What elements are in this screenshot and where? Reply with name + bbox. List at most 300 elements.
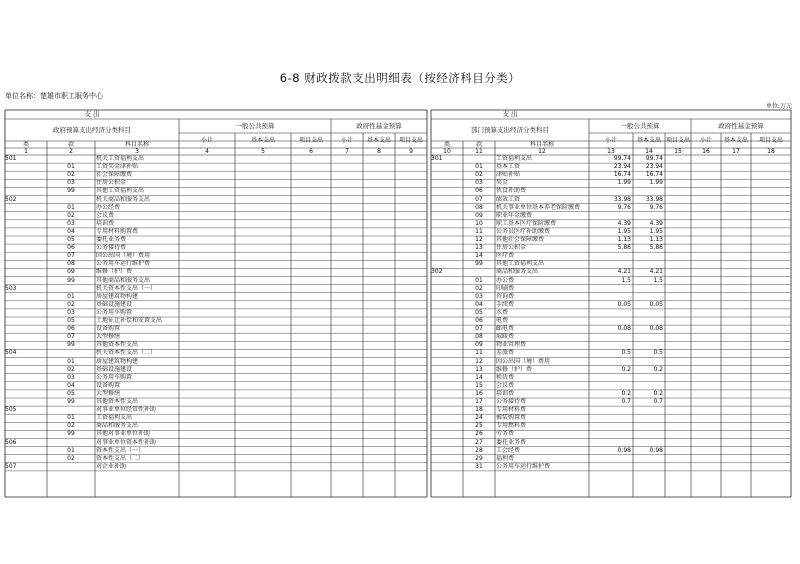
left-col-number: 9 xyxy=(409,148,413,155)
table-row-class xyxy=(431,309,463,317)
table-row-item: 31 xyxy=(475,462,483,470)
left-general-budget-header: 一般公共预算 xyxy=(235,122,275,130)
table-row-subtotal xyxy=(589,341,633,349)
right-fund-budget-header: 政府性基金预算 xyxy=(718,122,764,130)
table-row-name: 公务用车购置 xyxy=(96,373,133,381)
table-row-basic xyxy=(633,260,665,268)
table-row-class xyxy=(431,439,463,447)
table-row-item: 05 xyxy=(67,389,75,397)
table-row-name: 培训费 xyxy=(96,219,115,227)
table-row-item: 29 xyxy=(475,454,483,462)
table-row-class xyxy=(431,422,463,430)
table-row-subtotal xyxy=(589,414,633,422)
table-row-class xyxy=(5,171,47,179)
table-row-subtotal: 4.21 xyxy=(617,268,631,276)
table-row-class xyxy=(431,163,463,171)
table-row-name: 福利费 xyxy=(496,454,515,462)
table-row-class xyxy=(431,463,463,471)
table-row-subtotal xyxy=(589,285,633,293)
table-row-class xyxy=(5,252,47,260)
right-col-subtotal: 小计 xyxy=(604,137,617,144)
table-row-subtotal xyxy=(589,406,633,414)
table-row-name: 其他工资福利支出 xyxy=(496,260,545,268)
table-row-class xyxy=(431,285,463,293)
table-row-name: 公务用车运行维护费 xyxy=(96,260,151,268)
table-row-subtotal xyxy=(589,382,633,390)
table-row-item: 01 xyxy=(67,163,75,171)
table-row-item: 01 xyxy=(67,414,75,422)
table-row-class: 503 xyxy=(5,284,17,292)
table-row-class xyxy=(5,422,47,430)
table-row-item: 02 xyxy=(67,422,75,430)
table-row-basic xyxy=(633,293,665,301)
left-col-project: 项目支出 xyxy=(398,137,423,144)
table-row-name: 职工基本医疗保险缴费 xyxy=(496,219,557,227)
table-row-class xyxy=(5,414,47,422)
right-col-number: 10 xyxy=(443,148,451,155)
table-row-class xyxy=(431,358,463,366)
table-row-subtotal xyxy=(589,260,633,268)
left-col-number: 1 xyxy=(24,148,28,155)
left-col-subtotal: 小计 xyxy=(340,137,353,144)
table-row-class: 302 xyxy=(431,268,443,276)
table-row-class: 301 xyxy=(431,155,443,162)
table-row-subtotal: 16.74 xyxy=(613,171,631,179)
table-row-subtotal xyxy=(589,293,633,301)
table-row-item: 10 xyxy=(475,219,483,227)
left-fund-budget-header: 政府性基金预算 xyxy=(356,122,402,130)
table-row-basic: 1.99 xyxy=(649,179,663,187)
right-expenditure-header: 支 出 xyxy=(502,110,518,118)
table-row-name: 取暖费 xyxy=(496,333,515,341)
table-row-basic: 1.13 xyxy=(649,236,663,243)
table-row-class xyxy=(5,228,47,236)
right-col-number: 17 xyxy=(732,148,740,155)
table-row-name: 水费 xyxy=(496,308,509,316)
table-row-name: 被装购置费 xyxy=(496,414,527,422)
table-row-item: 05 xyxy=(67,236,75,243)
table-row-basic xyxy=(633,414,665,422)
table-row-item: 16 xyxy=(475,389,483,397)
table-row-item: 01 xyxy=(475,163,483,171)
table-row-class xyxy=(5,374,47,382)
table-row-name: 机关资本性支出（一） xyxy=(96,284,157,292)
right-col-number: 13 xyxy=(607,148,615,155)
table-row-name: 土地征迁补偿和安置支出 xyxy=(96,317,163,324)
table-row-item xyxy=(47,439,95,447)
left-col-number: 2 xyxy=(69,148,73,155)
table-row-basic: 5.86 xyxy=(649,244,663,252)
table-row-class: 504 xyxy=(5,349,17,357)
table-row-class xyxy=(5,236,47,244)
right-col-subtotal: 小计 xyxy=(699,137,712,144)
table-row-name: 维修（护）费 xyxy=(96,268,133,276)
table-row-name: 大型修缮 xyxy=(96,333,121,341)
table-row-name: 手续费 xyxy=(496,300,515,308)
table-row-item: 02 xyxy=(475,284,483,292)
table-row-item: 02 xyxy=(67,300,75,308)
table-row-item: 04 xyxy=(67,381,75,389)
table-row-class xyxy=(431,293,463,301)
table-row-name: 差旅费 xyxy=(496,349,515,357)
table-row-item: 27 xyxy=(475,438,483,446)
right-col-number: 15 xyxy=(674,148,682,155)
table-row-name: 房屋建筑物构建 xyxy=(96,292,139,300)
table-row-name: 办公经费 xyxy=(96,203,121,211)
table-row-name: 电费 xyxy=(496,317,509,324)
table-row-item: 01 xyxy=(67,446,75,454)
table-row-name: 咨询费 xyxy=(496,292,515,300)
table-row-name: 委托业务费 xyxy=(96,236,127,243)
table-row-name: 机关资本性支出（二） xyxy=(96,349,157,357)
table-row-item: 02 xyxy=(67,171,75,179)
table-row-basic: 1.95 xyxy=(649,227,663,235)
table-row-item: 07 xyxy=(67,252,75,260)
table-row-basic xyxy=(633,309,665,317)
table-row-item: 03 xyxy=(67,179,75,187)
table-row-basic: 1.5 xyxy=(653,276,663,284)
table-row-subtotal xyxy=(589,212,633,220)
table-row-item xyxy=(47,463,95,471)
right-col-basic: 基本支出 xyxy=(723,137,748,144)
table-row-class xyxy=(431,414,463,422)
table-row-item: 03 xyxy=(67,219,75,227)
table-row-item: 28 xyxy=(475,446,483,454)
table-row-item: 99 xyxy=(67,398,75,405)
table-row-class xyxy=(5,204,47,212)
table-row-class: 505 xyxy=(5,406,17,414)
table-row-class xyxy=(431,301,463,309)
table-row-item: 06 xyxy=(67,325,75,333)
table-row-class xyxy=(431,406,463,414)
table-row-basic xyxy=(633,285,665,293)
table-row-basic: 16.74 xyxy=(645,171,663,179)
table-row-item: 12 xyxy=(475,236,483,243)
table-row-name: 公务用车运行维护费 xyxy=(496,462,551,470)
table-row-class xyxy=(431,187,463,195)
table-row-item: 01 xyxy=(475,276,483,284)
table-row-name: 公务接待费 xyxy=(496,398,527,405)
left-col-number: 7 xyxy=(345,148,349,155)
table-row-class xyxy=(431,430,463,438)
table-row-item: 17 xyxy=(475,398,483,405)
table-row-item xyxy=(463,155,495,163)
table-row-name: 委托业务费 xyxy=(496,438,527,446)
left-col-subtotal: 小计 xyxy=(200,137,213,144)
table-row-basic: 99.74 xyxy=(645,155,663,162)
table-row-class xyxy=(5,187,47,195)
left-col-number: 5 xyxy=(261,148,265,155)
left-col-class: 类 xyxy=(22,141,29,148)
table-row-class xyxy=(5,301,47,309)
table-row-name: 工资奖金津补贴 xyxy=(96,163,139,171)
table-row-name: 其他社会保障缴费 xyxy=(496,236,545,243)
table-row-item: 99 xyxy=(67,187,75,195)
table-row-class xyxy=(5,260,47,268)
table-row-basic xyxy=(633,212,665,220)
table-row-class xyxy=(431,455,463,463)
table-row-subtotal xyxy=(589,374,633,382)
table-row-class xyxy=(5,309,47,317)
table-row-item: 09 xyxy=(67,268,75,276)
table-row-class xyxy=(431,228,463,236)
table-row-name: 租赁费 xyxy=(496,373,515,381)
table-row-item: 99 xyxy=(67,276,75,284)
table-row-name: 资本性支出（一） xyxy=(96,446,145,454)
left-col-basic: 基本支出 xyxy=(366,137,391,144)
table-row-class xyxy=(431,366,463,374)
table-row-basic xyxy=(633,358,665,366)
table-row-name: 大型修缮 xyxy=(96,389,121,397)
left-col-number: 6 xyxy=(309,148,313,155)
table-row-subtotal: 33.98 xyxy=(613,195,631,203)
table-row-basic: 4.21 xyxy=(649,268,663,276)
table-row-item: 03 xyxy=(67,373,75,381)
table-row-class xyxy=(5,293,47,301)
table-row-class xyxy=(431,398,463,406)
table-row-subtotal xyxy=(589,317,633,325)
right-col-class: 类 xyxy=(443,141,450,148)
right-classification-title: 部门预算支出经济分类科目 xyxy=(471,126,549,134)
table-row-class xyxy=(5,398,47,406)
table-row-name: 奖金 xyxy=(496,179,509,187)
table-row-basic: 0.5 xyxy=(653,349,663,357)
table-row-item xyxy=(47,155,95,163)
table-row-name: 绩效工资 xyxy=(496,195,521,203)
table-row-item: 07 xyxy=(475,195,483,203)
table-row-item: 13 xyxy=(475,244,483,252)
table-row-basic xyxy=(633,341,665,349)
table-row-class xyxy=(5,366,47,374)
table-row-name: 印刷费 xyxy=(496,284,515,292)
table-row-name: 公务接待费 xyxy=(96,244,127,252)
table-row-name: 基础设施建设 xyxy=(96,365,133,373)
table-row-name: 设备购置 xyxy=(96,381,121,389)
table-row-basic: 0.2 xyxy=(653,365,663,373)
table-row-class: 502 xyxy=(5,195,17,203)
table-row-name: 工会经费 xyxy=(496,446,521,454)
table-row-item: 99 xyxy=(67,341,75,349)
table-row-class: 506 xyxy=(5,438,17,446)
table-row-subtotal xyxy=(589,439,633,447)
left-col-basic: 基本支出 xyxy=(250,137,275,144)
right-col-number: 18 xyxy=(767,148,775,155)
table-row-item: 14 xyxy=(475,373,483,381)
table-row-item: 07 xyxy=(475,325,483,333)
table-row-item: 25 xyxy=(475,422,483,430)
table-row-subtotal xyxy=(589,309,633,317)
table-row-basic xyxy=(633,252,665,260)
table-row-class xyxy=(431,382,463,390)
table-row-item: 09 xyxy=(475,211,483,219)
table-row-basic xyxy=(633,374,665,382)
table-row-name: 资本性支出（二） xyxy=(96,454,145,462)
table-row-item: 26 xyxy=(475,430,483,438)
table-row-basic: 33.98 xyxy=(645,195,663,203)
table-row-subtotal xyxy=(589,455,633,463)
table-row-basic xyxy=(633,382,665,390)
table-row-name: 机关工资福利支出 xyxy=(96,155,145,162)
table-row-item: 06 xyxy=(67,244,75,252)
table-row-basic xyxy=(633,455,665,463)
table-row-class xyxy=(5,382,47,390)
table-row-item xyxy=(47,196,95,204)
table-row-name: 基本工资 xyxy=(496,163,521,171)
table-row-name: 公务员医疗补助缴费 xyxy=(496,227,551,235)
table-row-item xyxy=(47,349,95,357)
table-row-class xyxy=(5,325,47,333)
table-row-class xyxy=(431,244,463,252)
table-row-item: 03 xyxy=(475,292,483,300)
table-row-basic: 0.08 xyxy=(649,325,663,333)
table-row-item xyxy=(47,406,95,414)
table-row-item: 07 xyxy=(67,333,75,341)
table-row-name: 其他资本性支出 xyxy=(96,398,139,405)
table-row-name: 设备购置 xyxy=(96,325,121,333)
table-row-subtotal: 0.5 xyxy=(621,349,631,357)
table-row-class xyxy=(431,349,463,357)
table-row-class xyxy=(5,447,47,455)
table-row-class xyxy=(5,333,47,341)
table-row-name: 专用材料费 xyxy=(496,406,527,414)
table-row-name: 培训费 xyxy=(496,389,515,397)
table-row-name: 会议费 xyxy=(96,211,115,219)
table-row-subtotal xyxy=(589,252,633,260)
table-row-subtotal: 0.7 xyxy=(621,398,631,405)
table-row-item: 02 xyxy=(67,211,75,219)
table-row-item: 02 xyxy=(475,171,483,179)
table-row-class xyxy=(431,252,463,260)
table-row-item xyxy=(463,268,495,276)
right-col-number: 11 xyxy=(475,148,483,155)
table-row-name: 基础设施建设 xyxy=(96,300,133,308)
table-row-item: 03 xyxy=(475,179,483,187)
table-row-class: 507 xyxy=(5,462,17,470)
table-row-item: 08 xyxy=(475,203,483,211)
table-row-item: 01 xyxy=(67,203,75,211)
table-row-subtotal: 1.99 xyxy=(617,179,631,187)
table-row-basic xyxy=(633,406,665,414)
table-row-class xyxy=(431,341,463,349)
table-row-class xyxy=(431,204,463,212)
table-row-name: 公务用车购置 xyxy=(96,308,133,316)
table-row-class xyxy=(431,260,463,268)
table-row-item: 24 xyxy=(475,414,483,422)
table-row-subtotal: 0.08 xyxy=(617,325,631,333)
table-row-subtotal: 0.98 xyxy=(617,446,631,454)
table-row-name: 房屋建筑物构建 xyxy=(96,357,139,365)
table-row-item: 14 xyxy=(475,252,483,260)
table-row-class xyxy=(5,430,47,438)
table-row-name: 伙食补助费 xyxy=(496,187,527,195)
table-row-subtotal: 0.2 xyxy=(621,389,631,397)
right-col-item: 款 xyxy=(475,141,482,148)
unit-currency: 单位:万元 xyxy=(765,103,792,110)
table-row-class xyxy=(431,212,463,220)
table-row-name: 因公出国（境）费用 xyxy=(496,357,551,365)
table-row-class xyxy=(431,333,463,341)
table-row-class xyxy=(431,179,463,187)
table-row-basic: 0.98 xyxy=(649,446,663,454)
table-row-basic xyxy=(633,422,665,430)
table-row-name: 商品和服务支出 xyxy=(496,268,539,276)
table-row-basic xyxy=(633,333,665,341)
left-col-item: 款 xyxy=(67,141,74,148)
table-row-name: 因公出国（境）费用 xyxy=(96,252,151,260)
right-col-number: 16 xyxy=(702,148,710,155)
table-row-subtotal: 4.39 xyxy=(617,219,631,227)
table-row-subtotal: 9.76 xyxy=(617,203,631,211)
table-row-subtotal xyxy=(589,358,633,366)
table-row-class xyxy=(431,374,463,382)
table-row-name: 会议费 xyxy=(496,381,515,389)
table-row-basic: 0.05 xyxy=(649,300,663,308)
table-row-subtotal: 0.05 xyxy=(617,300,631,308)
left-col-number: 3 xyxy=(135,148,139,155)
table-row-item: 13 xyxy=(475,365,483,373)
table-row-basic xyxy=(633,463,665,471)
left-classification-title: 政府预算支出经济分类科目 xyxy=(53,126,131,134)
table-row-subtotal xyxy=(589,333,633,341)
table-row-item: 06 xyxy=(475,187,483,195)
table-row-item: 11 xyxy=(475,227,483,235)
table-row-name: 社会保障缴费 xyxy=(96,171,133,179)
table-row-subtotal xyxy=(589,187,633,195)
table-row-name: 工资福利支出 xyxy=(496,155,533,162)
table-row-basic: 23.94 xyxy=(645,163,663,171)
table-row-class xyxy=(431,277,463,285)
table-row-class xyxy=(5,244,47,252)
table-row-item: 05 xyxy=(67,317,75,324)
table-row-item: 08 xyxy=(475,333,483,341)
table-row-item: 01 xyxy=(67,292,75,300)
table-row-class xyxy=(5,179,47,187)
table-row-class xyxy=(431,196,463,204)
table-row-item: 04 xyxy=(67,227,75,235)
table-row-subtotal xyxy=(589,463,633,471)
table-row-class xyxy=(431,220,463,228)
table-row-name: 津贴补贴 xyxy=(496,171,521,179)
left-col-number: 4 xyxy=(205,148,209,155)
table-row-item: 03 xyxy=(67,308,75,316)
right-general-budget-header: 一般公共预算 xyxy=(620,122,660,130)
page-title: 6-8 财政拨款支出明细表（按经济科目分类） xyxy=(279,71,521,85)
table-row-class xyxy=(5,277,47,285)
table-row-subtotal: 5.86 xyxy=(617,244,631,252)
table-row-item: 99 xyxy=(475,260,483,268)
table-row-item: 09 xyxy=(475,341,483,349)
table-row-subtotal: 1.95 xyxy=(617,227,631,235)
table-row-name: 对事业单位经常性补助 xyxy=(96,406,157,414)
table-row-class xyxy=(5,358,47,366)
table-row-item: 08 xyxy=(67,260,75,268)
table-row-class xyxy=(5,455,47,463)
right-col-number: 12 xyxy=(538,148,546,155)
table-row-subtotal: 1.5 xyxy=(621,276,631,284)
table-row-name: 对企业补助 xyxy=(96,462,127,470)
table-row-item: 11 xyxy=(475,349,483,357)
table-row-basic: 0.7 xyxy=(653,398,663,405)
right-col-name: 科目名称 xyxy=(529,141,554,148)
table-row-item: 02 xyxy=(67,365,75,373)
table-row-name: 其他工资福利支出 xyxy=(96,187,145,195)
table-row-class xyxy=(431,171,463,179)
table-row-name: 办公费 xyxy=(496,276,515,284)
table-row-class xyxy=(5,268,47,276)
table-row-subtotal: 23.94 xyxy=(613,163,631,171)
table-row-name: 对事业单位资本性补助 xyxy=(96,438,157,446)
table-row-class: 501 xyxy=(5,155,17,162)
